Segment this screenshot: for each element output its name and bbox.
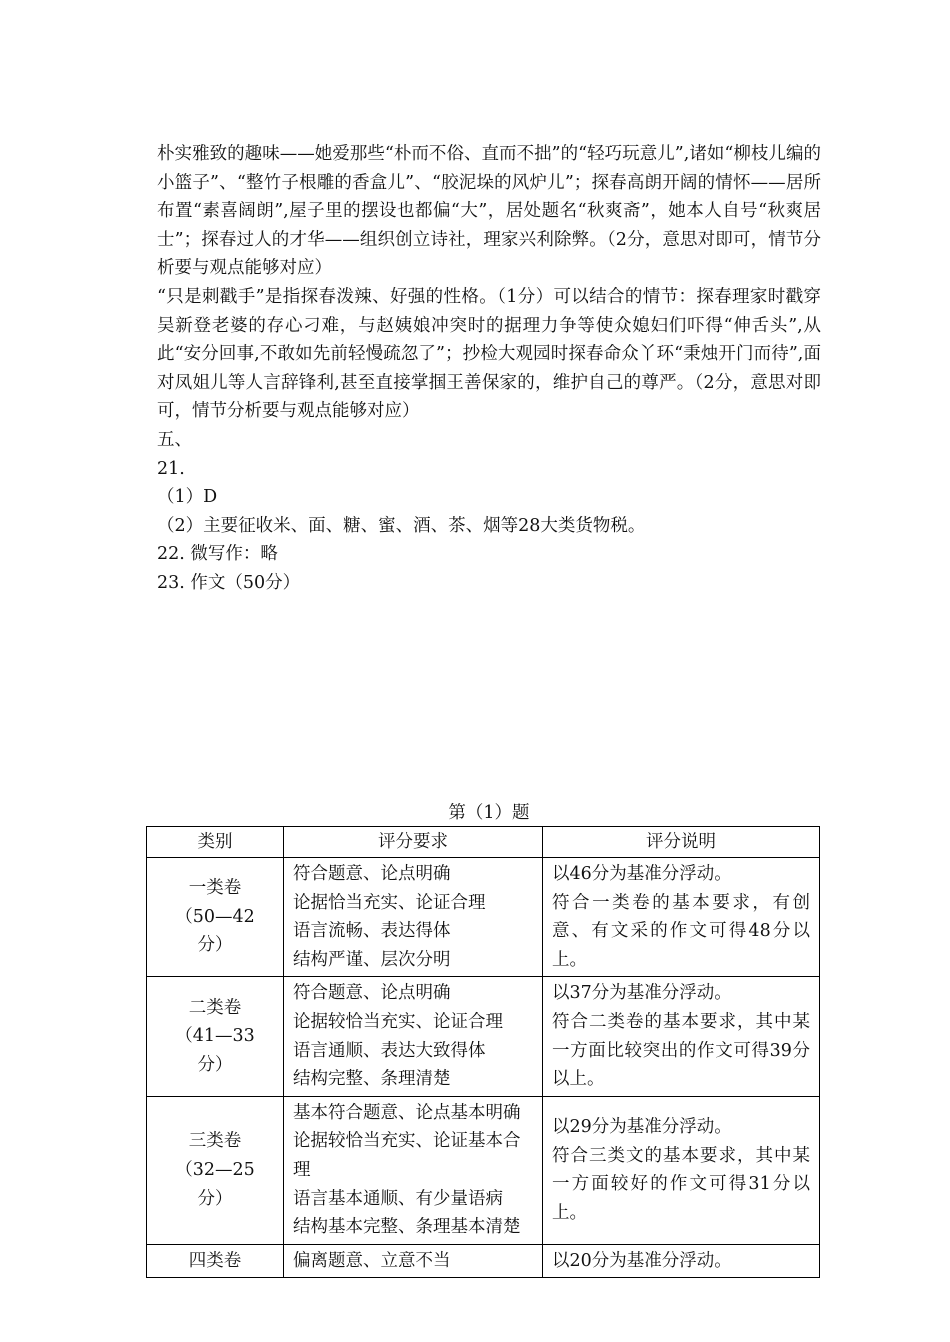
table-caption: 第（1）题 [448,803,530,823]
explanation-line: 以46分为基准分浮动。 [552,864,732,884]
category-cell [147,1244,284,1278]
category-name: 一类卷 [188,878,242,899]
explanation-line: 以37分为基准分浮动。 [552,983,732,1004]
header-requirements: 评分要求 [284,827,543,858]
category-cell [147,977,284,1096]
category-unit: 分） [197,935,233,956]
q21-answer-2: （2）主要征收米、面、糖、蜜、酒、茶、烟等28大类货物税。 [157,515,646,536]
requirement-line: 基本符合题意、论点基本明确 [293,1102,521,1123]
table-row [147,1096,820,1244]
category-name: 二类卷 [188,997,242,1018]
answer-paragraph-1: 朴实雅致的趣味——她爱那些“朴而不俗、直而不拙”的“轻巧玩意儿”,诸如“柳枝儿编的小篮子”、“整竹子根雕的香盒儿”、“胶泥垛的风炉儿”；探春高朗开阔的情怀——居所布置“素喜阔朗”,屋子里的摆设也都偏“大”，居处题名“秋爽斋”，她本人自号“秋爽居士”；探春过人的才华——组织创立诗社，理家兴利除弊。（2分，意思对即可，情节分析要与观点能够对应） [157,144,821,279]
explanation-line: 以29分为基准分浮动。 [552,1117,732,1138]
header-explanation: 评分说明 [543,827,820,858]
table-row [147,858,820,977]
explanation-cell [543,1244,820,1278]
q22-line: 22. 微写作：略 [157,544,278,565]
requirements-cell [284,977,543,1096]
requirements-cell [284,858,543,977]
explanation-line: 符合二类卷的基本要求，其中某一方面比较突出的作文可得39分以上。 [552,1011,810,1090]
requirement-line: 符合题意、论点明确 [293,983,451,1004]
category-unit: 分） [197,1188,233,1209]
explanation-line: 以20分为基准分浮动。 [552,1250,732,1271]
requirement-line: 论据较恰当充实、论证基本合理 [293,1131,521,1180]
requirement-line: 论据较恰当充实、论证合理 [293,1011,503,1032]
requirement-line: 语言基本通顺、有少量语病 [293,1188,503,1209]
category-name: 四类卷 [188,1250,242,1271]
category-range: （50—42 [175,906,255,927]
scoring-table [146,826,820,1278]
requirement-line: 符合题意、论点明确 [293,864,451,884]
requirement-line: 结构严谨、层次分明 [293,949,451,970]
header-category: 类别 [147,827,284,858]
document-page [157,140,821,1271]
requirement-line: 语言通顺、表达大致得体 [293,1040,486,1061]
answer-paragraph-2: “只是刺戳手”是指探春泼辣、好强的性格。（1分）可以结合的情节：探春理家时戳穿吴新登老婆的存心刁难，与赵姨娘冲突时的据理力争等使众媳妇们吓得“伸舌头”,从此“安分回事,不敢如先前轻慢疏忽了”；抄检大观园时探春命众丫环“秉烛开门而待”,面对凤姐儿等人言辞锋利,甚至直接掌掴王善保家的，维护自己的尊严。（2分，意思对即可，情节分析要与观点能够对应） [157,286,821,422]
table-row [147,977,820,1096]
category-name: 三类卷 [188,1131,242,1152]
requirements-cell [284,1244,543,1278]
category-cell [147,1096,284,1244]
explanation-cell [543,1096,820,1244]
category-cell [147,858,284,977]
q21-answer-1: （1）D [157,487,218,508]
category-range: （32—25 [175,1159,255,1180]
explanation-cell [543,858,820,977]
table-header-row [147,827,820,858]
q21-number: 21. [157,458,185,479]
section-five-heading: 五、 [157,429,192,450]
explanation-cell [543,977,820,1096]
requirement-line: 偏离题意、立意不当 [293,1250,451,1271]
q23-line: 23. 作文（50分） [157,572,301,593]
category-range: （41—33 [175,1026,255,1047]
table-row [147,1244,820,1278]
requirement-line: 语言流畅、表达得体 [293,921,451,942]
requirement-line: 论据恰当充实、论证合理 [293,892,486,913]
requirement-line: 结构基本完整、条理基本清楚 [293,1217,521,1238]
requirement-line: 结构完整、条理清楚 [293,1069,451,1090]
explanation-line: 符合一类卷的基本要求，有创意、有文采的作文可得48分以上。 [552,892,810,970]
category-unit: 分） [197,1054,233,1075]
requirements-cell [284,1096,543,1244]
explanation-line: 符合三类文的基本要求，其中某一方面较好的作文可得31分以上。 [552,1145,810,1223]
